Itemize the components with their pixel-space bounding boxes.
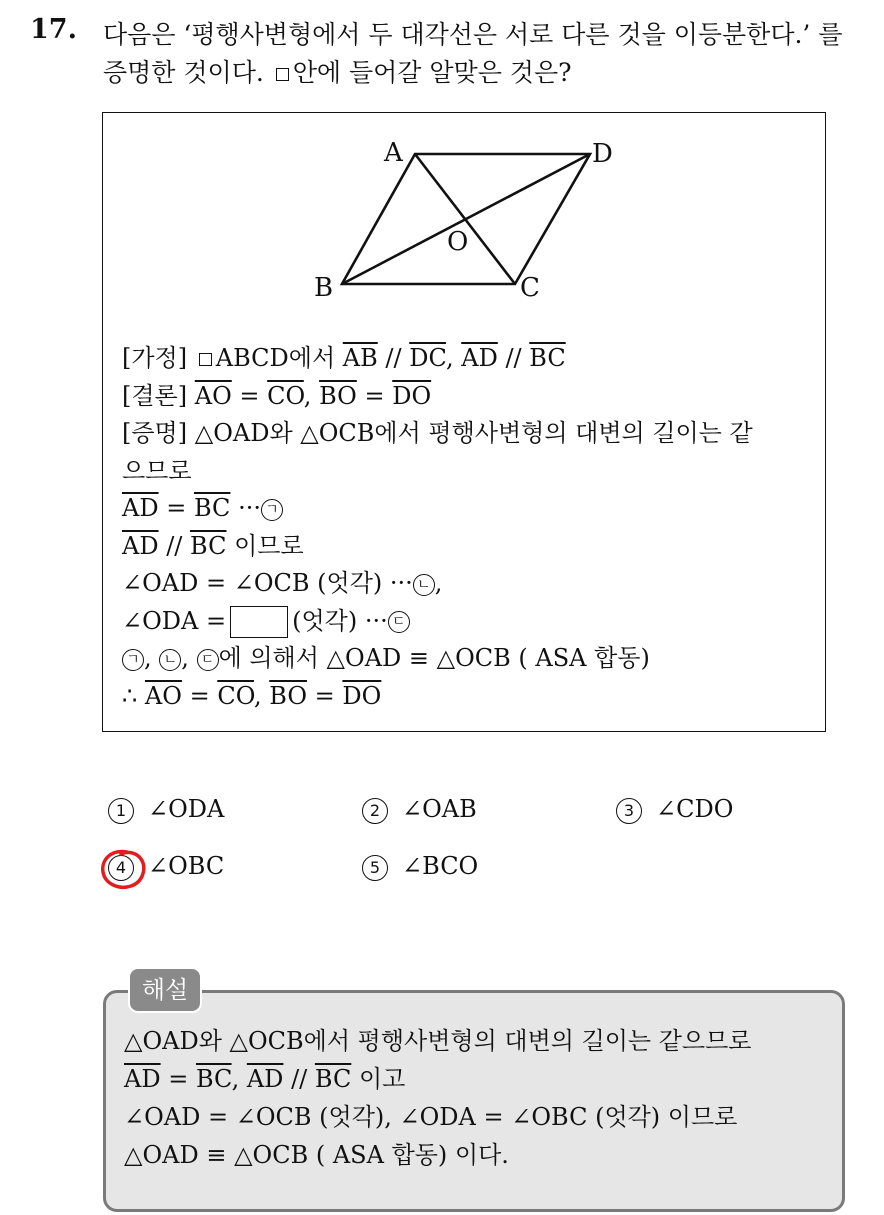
answer-mark-circle xyxy=(97,846,153,894)
solution-line-2: $\overline{AD} = \overline{BC}$, $\overline{AD} // \overline{BC}$ 이고 xyxy=(124,1065,406,1093)
hypothesis-line: [가정] ABCD에서 $\overline{AB} // \overline{DC}$, $\overline{AD} // \overline{BC}$ xyxy=(122,344,566,372)
blank-box-symbol xyxy=(276,68,289,81)
label-a: A xyxy=(384,138,403,168)
step-3-line: ∠ODA = (엇각) ··· ㄷ xyxy=(122,603,812,641)
choice-3[interactable]: 3 ∠CDO xyxy=(616,795,733,824)
congruence-line: ㄱ , ㄴ , ㄷ 에 의해서 △OAD ≡ △OCB ( ASA 합동) xyxy=(122,640,812,678)
question-line-1: 다음은 ‘평행사변형에서 두 대각선은 서로 다른 것을 이등분한다.’ 를 xyxy=(103,20,843,49)
therefore-line: ∴ $\overline{AO} = \overline{CO}$, $\overline{BO} = \overline{DO}$ xyxy=(122,681,382,710)
parallelogram-symbol xyxy=(199,353,212,366)
step-1-line: $\overline{AD} = \overline{BC}$ ··· ㄱ xyxy=(122,490,812,528)
solution-line-1: △OAD와 △OCB에서 평행사변형의 대변의 길이는 같으므로 xyxy=(124,1027,752,1055)
marker-1: ㄱ xyxy=(261,499,283,521)
solution-line-3: ∠OAD = ∠OCB (엇각), ∠ODA = ∠OBC (엇각) 이므로 xyxy=(124,1103,738,1131)
choice-5[interactable]: 5 ∠BCO xyxy=(362,852,478,881)
parallelogram-figure xyxy=(300,138,640,308)
conclusion-line: [결론] $\overline{AO} = \overline{CO}$, $\overline{BO} = \overline{DO}$ xyxy=(122,381,432,410)
choice-1[interactable]: 1 ∠ODA xyxy=(108,795,224,824)
label-b: B xyxy=(314,273,334,303)
proof-intro-line-2: 으므로 xyxy=(122,456,192,485)
label-c: C xyxy=(520,273,540,303)
marker-3: ㄷ xyxy=(388,611,410,633)
label-o: O xyxy=(447,227,469,257)
marker-2: ㄴ xyxy=(413,574,435,596)
parallel-line: $\overline{AD} // \overline{BC}$ 이므로 xyxy=(122,531,304,560)
proof-text xyxy=(122,340,812,715)
question-line-2: 증명한 것이다. 안에 들어갈 알맞은 것은? xyxy=(103,58,572,87)
marker-2-ref: ㄴ xyxy=(159,649,181,671)
marker-3-ref: ㄷ xyxy=(197,649,219,671)
solution-text xyxy=(124,1022,824,1174)
choice-2[interactable]: 2 ∠OAB xyxy=(362,795,477,824)
choice-4[interactable]: 4 ∠OBC xyxy=(108,852,224,881)
question-number: 17. xyxy=(30,14,77,45)
answer-blank xyxy=(230,606,288,638)
label-d: D xyxy=(592,139,613,169)
marker-1-ref: ㄱ xyxy=(122,649,144,671)
step-2-line: ∠OAD = ∠OCB (엇각) ··· ㄴ , xyxy=(122,569,443,597)
proof-intro-line: [증명] △OAD와 △OCB에서 평행사변형의 대변의 길이는 같 xyxy=(122,419,753,447)
question-text xyxy=(103,16,873,92)
solution-line-4: △OAD ≡ △OCB ( ASA 합동) 이다. xyxy=(124,1141,509,1169)
solution-tag: 해설 xyxy=(128,967,202,1013)
